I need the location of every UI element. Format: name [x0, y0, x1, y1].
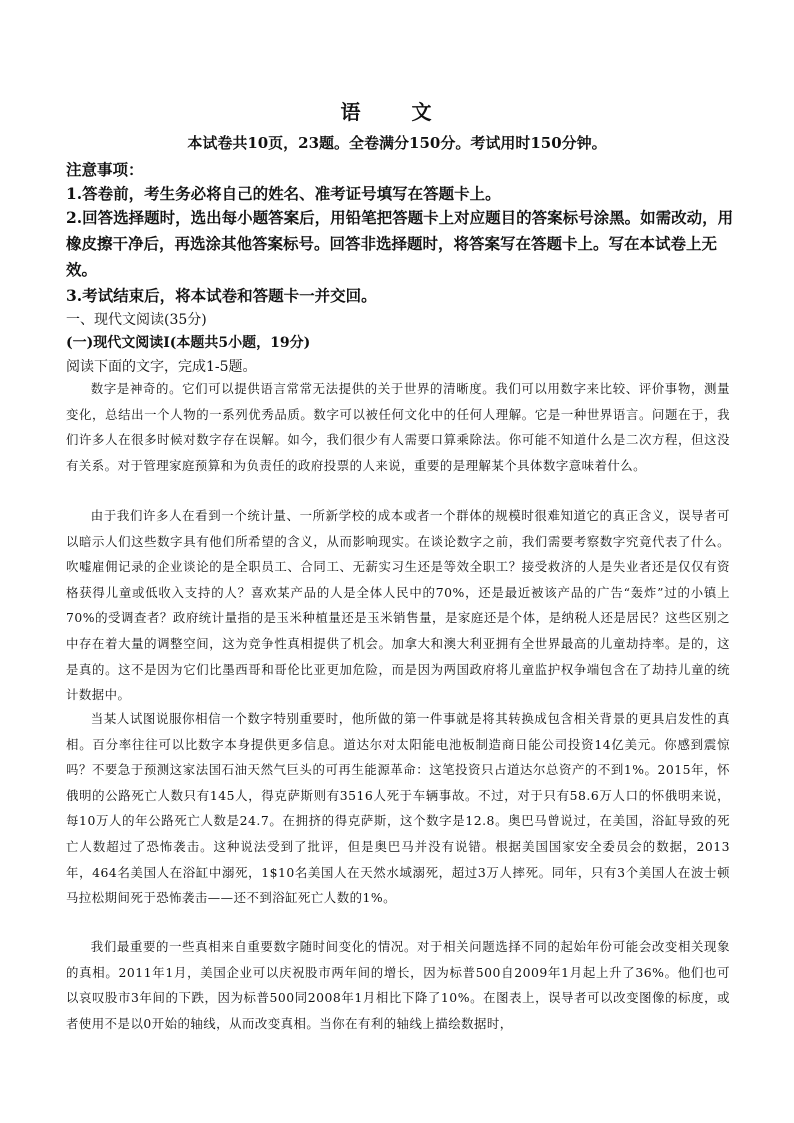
exam-info: 本试卷共10页，23题。全卷满分150分。考试用时150分钟。: [187, 134, 607, 152]
section-title: 一、现代文阅读(35分): [66, 312, 207, 328]
subsection-title: (一)现代文阅读Ⅰ(本题共5小题，19分): [66, 335, 311, 351]
notice-heading: 注意事项：: [66, 160, 144, 179]
exam-title: 语 文: [340, 100, 454, 124]
passage-paragraph: 当某人试图说服你相信一个数字特别重要时，他所做的第一件事就是将其转换成包含相关背景的更具启发性的真相。百分率往往可以比数字本身提供更多信息。道达尔对太阳能电池板制造商日能公司投资14亿美元。你感到震惊吗？不要急于预测这家法国石油天然气巨头的可再生能源革命：这笔投资只占道达尔总资产的不到1%。2015年，怀俄明的公路死亡人数只有145人，得克萨斯则有3516人死于车辆事故。不过，对于只有58.6万人口的怀俄明来说，每10万人的年公路死亡人数是24.7。在拥挤的得克萨斯，这个数字是12.8。奥巴马曾说过，在美国，浴缸导致的死亡人数超过了恐怖袭击。这种说法受到了批评，但是奥巴马并没有说错。根据美国国家安全委员会的数据，2013年，464名美国人在浴缸中溺死，1$10名美国人在天然水域溺死，超过3万人摔死。同年，只有3个美国人在波士顿马拉松期间死于恐怖袭击——还不到浴缸死亡人数的1%。: [66, 711, 730, 906]
passage-paragraph: 由于我们许多人在看到一个统计量、一所新学校的成本或者一个群体的规模时很难知道它的真正含义，误导者可以暗示人们这些数字具有他们所希望的含义，从而影响现实。在谈论数字之前，我们需要考察数字究竟代表了什么。吹嘘雇佣记录的企业谈论的是全职员工、合同工、无薪实习生还是等效全职工？接受救济的人是失业者还是仅仅有资格获得儿童或低收入支持的人？喜欢某产品的人是全体人民中的70%，还是最近被该产品的广告“轰炸”过的小镇上70%的受调查者？政府统计量指的是玉米种植量还是玉米销售量，是家庭还是个体，是纳税人还是居民？这些区别之中存在着大量的调整空间，这为竞争性真相提供了机会。加拿大和澳大利亚拥有全世界最高的儿童劫持率。是的，这是真的。这不是因为它们比墨西哥和哥伦比亚更加危险，而是因为两国政府将儿童监护权争端包含在了劫持儿童的统计数据中。: [66, 508, 730, 703]
passage-paragraph: 数字是神奇的。它们可以提供语言常常无法提供的关于世界的清晰度。我们可以用数字来比较、评价事物，测量变化，总结出一个人物的一系列优秀品质。数字可以被任何文化中的任何人理解。它是一种世界语言。问题在于，我们许多人在很多时候对数字存在误解。如今，我们很少有人需要口算乘除法。你可能不知道什么是二次方程，但这没有关系。对于管理家庭预算和为负责任的政府投票的人来说，重要的是理解某个具体数字意味着什么。: [66, 381, 730, 473]
notice-item: 2.回答选择题时，选出每小题答案后，用铅笔把答题卡上对应题目的答案标号涂黑。如需改动，用橡皮擦干净后，再选涂其他答案标号。回答非选择题时，将答案写在答题卡上。写在本试卷上无效。: [66, 208, 734, 279]
reading-instruction: 阅读下面的文字，完成1-5题。: [66, 359, 257, 375]
passage-paragraph: 我们最重要的一些真相来自重要数字随时间变化的情况。对于相关问题选择不同的起始年份可能会改变相关现象的真相。2011年1月，美国企业可以庆祝股市两年间的增长，因为标普500自2009年1月起上升了36%。他们也可以哀叹股市3年间的下跌，因为标普500同2008年1月相比下降了10%。在图表上，误导者可以改变图像的标度，或者使用不是以0开始的轴线，从而改变真相。当你在有利的轴线上描绘数据时，: [66, 939, 730, 1031]
notice-item: 1.答卷前，考生务必将自己的姓名、准考证号填写在答题卡上。: [66, 184, 501, 203]
notice-item: 3.考试结束后，将本试卷和答题卡一并交回。: [66, 286, 377, 305]
